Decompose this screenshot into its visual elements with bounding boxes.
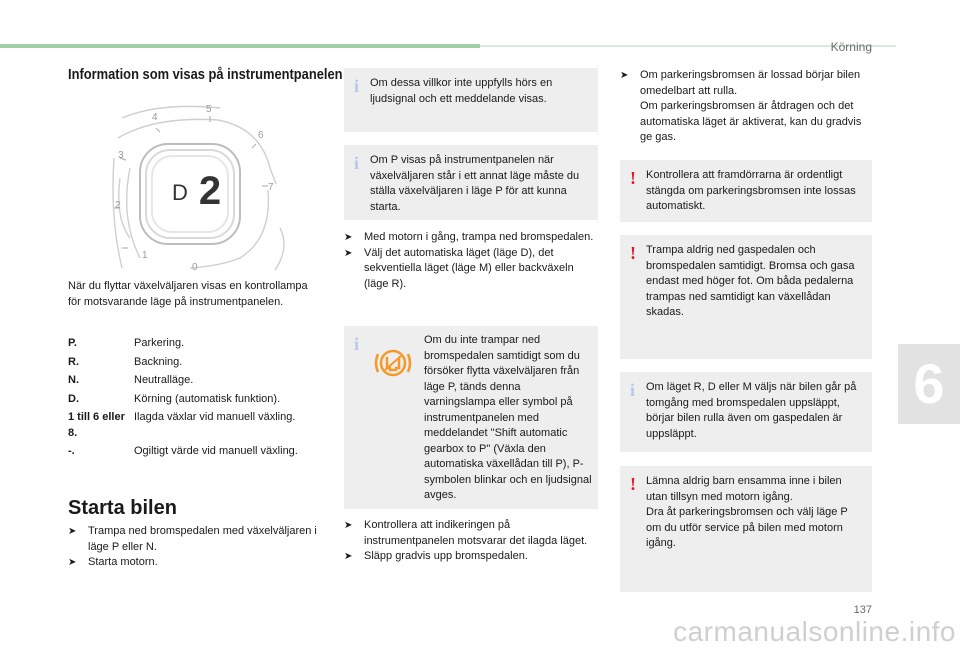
warning-box <box>620 235 872 359</box>
list-item <box>344 518 598 549</box>
list-item-text: Släpp gradvis upp bromspedalen. <box>364 550 528 562</box>
info-box <box>344 68 598 132</box>
gear-row <box>68 444 328 460</box>
list-item-text: Välj det automatiska läget (läge D), det sekventiella läget (läge M) eller backväxeln (läge R). <box>364 246 574 290</box>
info-text: Om dessa villkor inte uppfylls hörs en ljudsignal och ett meddelande visas. <box>370 77 553 105</box>
watermark: carmanualsonline.info <box>673 616 956 647</box>
steps-list <box>620 68 872 146</box>
steps-list <box>344 230 598 292</box>
gear-code: 1 till 6 eller 8. <box>68 411 125 439</box>
gear-code: -. <box>68 445 75 457</box>
warning-exclamation-icon: ! <box>630 243 636 263</box>
gear-desc: Körning (automatisk funktion). <box>134 392 281 405</box>
arrow-bullet-icon: ➤ <box>344 520 353 531</box>
arrow-bullet-icon: ➤ <box>68 557 77 568</box>
gear-desc: Ilagda växlar vid manuell växling. <box>134 411 296 423</box>
section-title: Information som visas på instrumentpanelen <box>68 66 343 83</box>
gear-code: N. <box>68 374 79 386</box>
arrow-bullet-icon: ➤ <box>620 70 629 81</box>
figure-gear-number: 2 <box>198 169 222 213</box>
scale-label-0: 0 <box>192 262 198 273</box>
list-item <box>68 555 323 571</box>
gear-code: D. <box>68 392 79 405</box>
info-text: Om P visas på instrumentpanelen när växelväljaren står i ett annat läge måste du ställa växelväljaren i läge P för att kunna starta. <box>370 154 580 213</box>
list-item <box>68 524 323 555</box>
warning-text: Kontrollera att framdörrarna är ordentligt stängda om parkeringsbromsen inte lossas automatiskt. <box>646 169 856 212</box>
gear-row <box>68 392 328 408</box>
info-box <box>344 326 598 509</box>
gear-row <box>68 355 328 371</box>
list-item <box>344 246 598 293</box>
list-item <box>344 549 598 565</box>
info-icon: i <box>354 334 360 354</box>
info-icon: i <box>354 153 360 173</box>
warning-exclamation-icon: ! <box>630 474 636 494</box>
list-item-text: Kontrollera att indikeringen på instrumentpanelen motsvarar det ilagda läget. <box>364 519 588 547</box>
arrow-bullet-icon: ➤ <box>344 247 353 259</box>
scale-label-6: 6 <box>258 130 264 141</box>
intro-paragraph: När du flyttar växelväljaren visas en kontrollampa för motsvarande läge på instrumentpanelen. <box>68 280 308 308</box>
warning-text: Trampa aldrig ned gaspedalen och bromspedalen samtidigt. Bromsa och gasa endast med höger fot. Om båda pedalerna trampas ned samtidigt kan växellådan skadas. <box>646 244 855 318</box>
gear-list <box>68 336 328 463</box>
gear-desc: Backning. <box>134 355 183 368</box>
scale-label-7: 7 <box>268 182 274 193</box>
page-number: 137 <box>853 604 872 616</box>
arrow-bullet-icon: ➤ <box>68 526 77 537</box>
warning-box <box>620 466 872 592</box>
info-text: Om läget R, D eller M väljs när bilen går på tomgång med bromspedalen uppsläppt, börjar bilen rulla även om gaspedalen är uppsläppt. <box>646 381 857 440</box>
gear-code: P. <box>68 337 77 349</box>
warning-box <box>620 160 872 222</box>
list-item-text: Om parkeringsbromsen är lossad börjar bilen omedelbart att rulla. Om parkeringsbromsen är åtdragen och det automatiska läget är aktiverat, kan du gradvis ge gas. <box>640 69 862 143</box>
info-box <box>344 145 598 220</box>
gear-row <box>68 410 328 441</box>
gear-desc: Neutralläge. <box>134 374 194 386</box>
info-icon: i <box>630 380 636 400</box>
list-item-text: Med motorn i gång, trampa ned bromspedalen. <box>364 231 594 243</box>
section-name: Körning <box>830 40 872 54</box>
scale-label-5: 5 <box>206 104 212 115</box>
list-item <box>620 68 872 146</box>
gear-row <box>68 336 328 352</box>
list-item <box>344 230 598 246</box>
figure-gear-letter: D <box>172 180 188 205</box>
steps-list <box>344 518 598 565</box>
info-box <box>620 372 872 452</box>
arrow-bullet-icon: ➤ <box>344 232 353 243</box>
scale-label-1: 1 <box>142 250 148 261</box>
scale-label-4: 4 <box>152 112 158 123</box>
start-title: Starta bilen <box>68 497 177 519</box>
scale-label-3: 3 <box>118 150 124 161</box>
list-item-text: Starta motorn. <box>88 556 158 568</box>
info-icon: i <box>354 76 360 96</box>
gear-code: R. <box>68 355 79 368</box>
scale-label-2: 2 <box>115 200 121 211</box>
warning-lamp-icon <box>370 344 416 382</box>
warning-text: Lämna aldrig barn ensamma inne i bilen utan tillsyn med motorn igång. Dra åt parkeringsbromsen och välj läge P om du utför service på bilen med motorn igång. <box>646 475 848 549</box>
gear-desc: Parkering. <box>134 337 185 349</box>
header-accent-bar <box>0 44 480 48</box>
gear-desc: Ogiltigt värde vid manuell växling. <box>134 445 298 457</box>
warning-exclamation-icon: ! <box>630 168 636 188</box>
start-steps <box>68 524 323 571</box>
list-item-text: Trampa ned bromspedalen med växelväljaren i läge P eller N. <box>88 525 317 553</box>
chapter-number: 6 <box>913 352 945 415</box>
info-text: Om du inte trampar ned bromspedalen samtidigt som du försöker flytta växelväljaren från läge P, tänds denna varningslampa eller symbol på instrumentpanelen med meddelandet "Shift automatic gearbox to P" (Växla den automatiska växellådan till P), P-symbolen blinkar och en ljudsignal avges. <box>424 334 592 501</box>
gear-row <box>68 373 328 389</box>
arrow-bullet-icon: ➤ <box>344 551 353 562</box>
instrument-illustration <box>100 98 290 273</box>
